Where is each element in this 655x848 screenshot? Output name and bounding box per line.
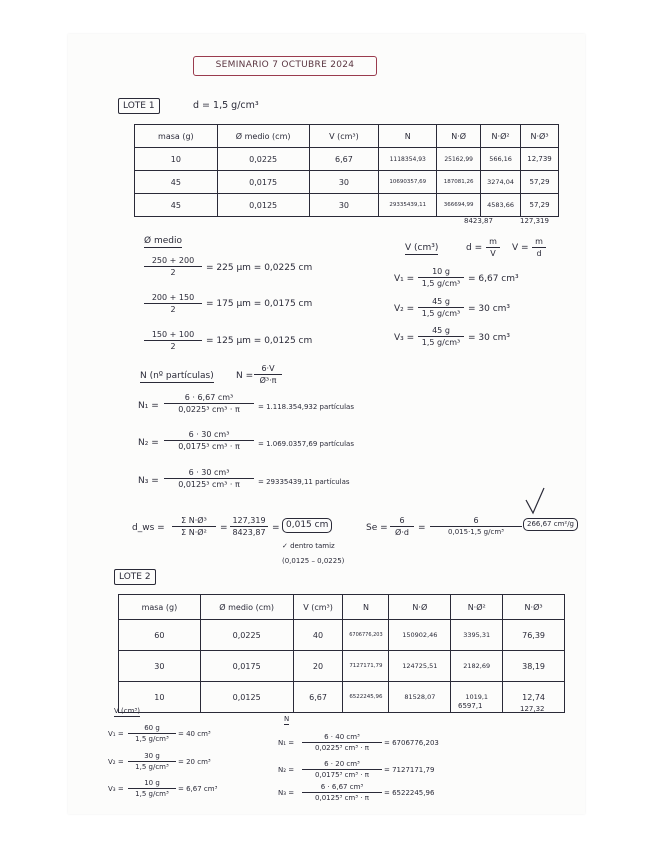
table-cell: 1118354,93 bbox=[379, 148, 437, 171]
table-cell: 57,29 bbox=[521, 171, 559, 194]
sum-n-phi3: 127,319 bbox=[520, 217, 549, 225]
table-row bbox=[135, 148, 559, 171]
volume-formula-lhs: V = bbox=[512, 243, 529, 253]
table-cell: 0,0175 bbox=[217, 171, 309, 194]
lote2-volume-fraction: $\frac{10 g}{\text{1,5 g/cm³}}$ bbox=[128, 779, 176, 798]
lote2-particles-result: = 6522245,96 bbox=[384, 789, 435, 797]
volume-label: V (cm³) bbox=[405, 243, 439, 253]
phi-result: = 125 µm = 0,0125 cm bbox=[206, 336, 313, 346]
lote1-label: LOTE 1 bbox=[118, 98, 160, 114]
lote2-particles-fraction: $\frac{\text{6 · 40 cm³}}{\text{0,0225³ cm³ · π}}$ bbox=[302, 733, 382, 752]
table-cell: 1019,1 bbox=[451, 682, 503, 713]
col-header: N bbox=[379, 125, 437, 148]
volume-fraction: $\frac{45 g}{\text{1,5 g/cm³}}$ bbox=[418, 326, 464, 347]
table-row bbox=[135, 194, 559, 217]
col-header: N bbox=[343, 595, 389, 620]
table-header-row bbox=[119, 595, 565, 620]
equals-sign: = bbox=[418, 523, 426, 533]
col-header: V (cm³) bbox=[309, 125, 379, 148]
equals-sign: = bbox=[220, 523, 228, 533]
particles-result: = 1.118.354,932 partículas bbox=[258, 403, 354, 411]
lote2-particles-result: = 7127171,79 bbox=[384, 766, 435, 774]
phi-result: = 175 µm = 0,0175 cm bbox=[206, 299, 313, 309]
lote2-volume-label: V (cm³) bbox=[114, 707, 140, 715]
table-cell: 76,39 bbox=[503, 620, 565, 651]
volume-result: = 30 cm³ bbox=[468, 304, 511, 314]
table-cell: 187081,26 bbox=[437, 171, 481, 194]
particles-result: = 1.069.0357,69 partículas bbox=[258, 440, 354, 448]
table-cell: 20 bbox=[293, 651, 343, 682]
lote2-volume-result: = 40 cm³ bbox=[178, 730, 211, 738]
table-row bbox=[119, 620, 565, 651]
sum-n-phi2: 6597,1 bbox=[458, 702, 483, 710]
lote2-volume-result: = 20 cm³ bbox=[178, 758, 211, 766]
lote2-volume-lhs: V₂ = bbox=[108, 758, 124, 766]
lote2-particles-lhs: N₃ = bbox=[278, 789, 295, 797]
table-cell: 0,0225 bbox=[217, 148, 309, 171]
table-cell: 6,67 bbox=[309, 148, 379, 171]
table-header-row bbox=[135, 125, 559, 148]
table-cell: 30 bbox=[119, 651, 201, 682]
particles-lhs: N₃ = bbox=[138, 476, 159, 486]
table-cell: 45 bbox=[135, 194, 218, 217]
se-fraction: $\frac{6}{Ø\cdot d}$ bbox=[390, 516, 414, 537]
col-header: N·Ø bbox=[389, 595, 451, 620]
dws-range-note: (0,0125 – 0,0225) bbox=[282, 557, 345, 565]
volume-lhs: V₃ = bbox=[394, 333, 415, 343]
table-cell: 2182,69 bbox=[451, 651, 503, 682]
table-cell: 57,29 bbox=[521, 194, 559, 217]
se-result-box: 266,67 cm²/g bbox=[523, 518, 578, 531]
col-header: N·Ø² bbox=[451, 595, 503, 620]
lote2-volume-fraction: $\frac{30 g}{\text{1,5 g/cm³}}$ bbox=[128, 752, 176, 771]
lote1-table bbox=[134, 124, 559, 217]
sum-n-phi3: 127,32 bbox=[520, 705, 545, 713]
volume-formula: $\frac{m}{d}$ bbox=[532, 237, 546, 258]
se-lhs: Se = bbox=[366, 523, 388, 533]
volume-lhs: V₂ = bbox=[394, 304, 415, 314]
particles-result: = 29335439,11 partículas bbox=[258, 478, 350, 486]
lote2-particles-fraction: $\frac{\text{6 · 20 cm³}}{\text{0,0175³ cm³ · π}}$ bbox=[302, 760, 382, 779]
col-header: Ø medio (cm) bbox=[217, 125, 309, 148]
lote2-particles-lhs: N₂ = bbox=[278, 766, 295, 774]
table-cell: 29335439,11 bbox=[379, 194, 437, 217]
table-cell: 12,74 bbox=[503, 682, 565, 713]
table-cell: 7127171,79 bbox=[343, 651, 389, 682]
table-row bbox=[119, 682, 565, 713]
col-header: N·Ø³ bbox=[521, 125, 559, 148]
table-cell: 45 bbox=[135, 171, 218, 194]
page-title: SEMINARIO 7 OCTUBRE 2024 bbox=[215, 60, 355, 70]
table-cell: 25162,99 bbox=[437, 148, 481, 171]
dws-lhs: d_ws = bbox=[132, 523, 165, 533]
col-header: N·Ø bbox=[437, 125, 481, 148]
lote2-particles-lhs: N₁ = bbox=[278, 739, 295, 747]
col-header: N·Ø³ bbox=[503, 595, 565, 620]
volume-result: = 30 cm³ bbox=[468, 333, 511, 343]
phi-medio-label: Ø medio bbox=[144, 236, 182, 246]
dws-fraction: $\frac{\text{Σ N·Ø³}}{\text{Σ N·Ø²}}$ bbox=[172, 516, 216, 537]
dws-values-fraction: $\frac{127,319}{8423,87}$ bbox=[230, 516, 268, 537]
col-header: masa (g) bbox=[135, 125, 218, 148]
lote2-table bbox=[118, 594, 565, 713]
dws-note: ✓ dentro tamiz bbox=[282, 542, 335, 550]
particles-lhs: N₁ = bbox=[138, 401, 159, 411]
table-cell: 0,0175 bbox=[200, 651, 293, 682]
density-formula-lhs: d = bbox=[466, 243, 483, 253]
col-header: N·Ø² bbox=[481, 125, 521, 148]
volume-fraction: $\frac{45 g}{\text{1,5 g/cm³}}$ bbox=[418, 297, 464, 318]
table-cell: 10 bbox=[135, 148, 218, 171]
table-cell: 566,16 bbox=[481, 148, 521, 171]
lote2-volume-lhs: V₁ = bbox=[108, 730, 124, 738]
table-cell: 366694,99 bbox=[437, 194, 481, 217]
sum-n-phi2: 8423,87 bbox=[464, 217, 493, 225]
density-note: d = 1,5 g/cm³ bbox=[193, 100, 259, 111]
table-cell: 81528,07 bbox=[389, 682, 451, 713]
particles-formula-lhs: N = bbox=[236, 371, 254, 381]
table-cell: 0,0125 bbox=[217, 194, 309, 217]
table-cell: 3274,04 bbox=[481, 171, 521, 194]
phi-result: = 225 µm = 0,0225 cm bbox=[206, 263, 313, 273]
table-cell: 6706776,203 bbox=[343, 620, 389, 651]
table-cell: 60 bbox=[119, 620, 201, 651]
table-cell: 4583,66 bbox=[481, 194, 521, 217]
particles-fraction: $\frac{\text{6 · 30 cm³}}{\text{0,0125³ cm³ · π}}$ bbox=[164, 468, 254, 489]
table-cell: 3395,31 bbox=[451, 620, 503, 651]
table-cell: 12,739 bbox=[521, 148, 559, 171]
lote2-volume-lhs: V₃ = bbox=[108, 785, 124, 793]
lote2-volume-result: = 6,67 cm³ bbox=[178, 785, 218, 793]
equals-sign: = bbox=[272, 523, 280, 533]
particles-formula: $\frac{6\cdot V}{\text{Ø³·π}}$ bbox=[254, 364, 282, 385]
phi-fraction: $\frac{200 + 150}{2}$ bbox=[144, 293, 202, 314]
phi-fraction: $\frac{150 + 100}{2}$ bbox=[144, 330, 202, 351]
lote2-particles-label: N bbox=[284, 715, 290, 723]
table-cell: 40 bbox=[293, 620, 343, 651]
lote2-particles-fraction: $\frac{\text{6 · 6,67 cm³}}{\text{0,0125³ cm³ · π}}$ bbox=[302, 783, 382, 802]
table-row bbox=[119, 651, 565, 682]
density-formula: $\frac{m}{V}$ bbox=[486, 237, 500, 258]
table-cell: 10 bbox=[119, 682, 201, 713]
particles-fraction: $\frac{\text{6 · 6,67 cm³}}{\text{0,0225³ cm³ · π}}$ bbox=[164, 393, 254, 414]
lote2-particles-result: = 6706776,203 bbox=[384, 739, 439, 747]
particles-fraction: $\frac{\text{6 · 30 cm³}}{\text{0,0175³ cm³ · π}}$ bbox=[164, 430, 254, 451]
col-header: Ø medio (cm) bbox=[200, 595, 293, 620]
phi-fraction: $\frac{250 + 200}{2}$ bbox=[144, 256, 202, 277]
lote2-volume-fraction: $\frac{60 g}{\text{1,5 g/cm³}}$ bbox=[128, 724, 176, 743]
table-cell: 0,0225 bbox=[200, 620, 293, 651]
table-cell: 30 bbox=[309, 194, 379, 217]
lote2-label: LOTE 2 bbox=[114, 569, 156, 585]
table-cell: 6,67 bbox=[293, 682, 343, 713]
volume-fraction: $\frac{10 g}{\text{1,5 g/cm³}}$ bbox=[418, 267, 464, 288]
table-cell: 10690357,69 bbox=[379, 171, 437, 194]
checkmark-icon bbox=[524, 486, 546, 516]
table-cell: 150902,46 bbox=[389, 620, 451, 651]
col-header: masa (g) bbox=[119, 595, 201, 620]
table-cell: 38,19 bbox=[503, 651, 565, 682]
notebook-page bbox=[68, 34, 585, 814]
volume-result: = 6,67 cm³ bbox=[468, 274, 519, 284]
se-values-fraction: $\frac{6}{\text{0,015·1,5 g/cm³}}$ bbox=[430, 516, 522, 536]
table-cell: 0,0125 bbox=[200, 682, 293, 713]
dws-result-box: 0,015 cm bbox=[282, 518, 332, 533]
col-header: V (cm³) bbox=[293, 595, 343, 620]
particles-lhs: N₂ = bbox=[138, 438, 159, 448]
table-cell: 30 bbox=[309, 171, 379, 194]
table-cell: 6522245,96 bbox=[343, 682, 389, 713]
table-row bbox=[135, 171, 559, 194]
page-title-box bbox=[193, 56, 377, 76]
particles-label: N (nº partículas) bbox=[140, 371, 214, 381]
table-cell: 124725,51 bbox=[389, 651, 451, 682]
volume-lhs: V₁ = bbox=[394, 274, 415, 284]
